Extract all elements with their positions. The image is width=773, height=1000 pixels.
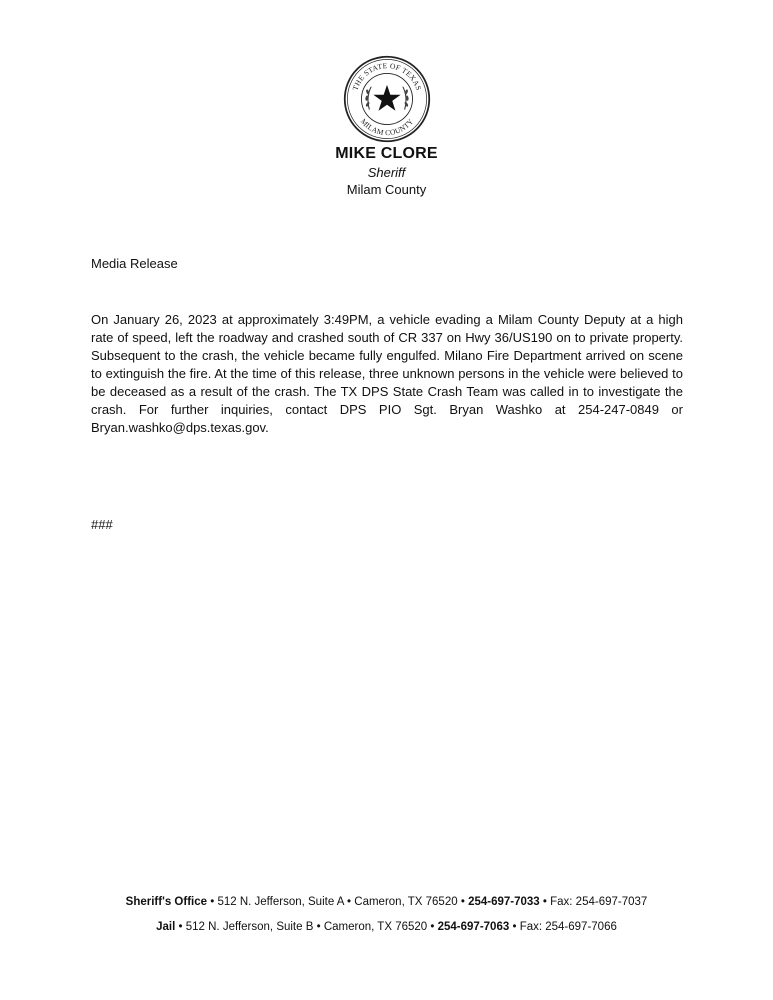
separator: • (178, 921, 183, 933)
svg-text:MILAM COUNTY (359, 117, 416, 137)
office-city: Cameron, TX 76520 (354, 896, 458, 908)
release-body: On January 26, 2023 at approximately 3:49PM, a vehicle evading a Milam County Deputy at a high rate of speed, left the roadway and crashed south of CR 337 on Hwy 36/US190 on to private property. Subsequent to the crash, the vehicle became fully engulfed. Milano Fire Department arrived on scene to extinguish the fire. At the time of this release, three unknown persons in the vehicle were believed to be deceased as a result of the crash. The TX DPS State Crash Team was called in to investigate the crash. For further inquiries, contact DPS PIO Sgt. Bryan Washko at 254-247-0849 or Bryan.washko@dps.texas.gov. (91, 312, 683, 435)
county-name: Milam County (346, 182, 427, 197)
footer-office-line (0, 896, 773, 908)
separator: • (460, 896, 465, 908)
office-address: 512 N. Jefferson, Suite A (217, 896, 344, 908)
separator: • (316, 921, 321, 933)
jail-city: Cameron, TX 76520 (323, 921, 428, 933)
separator: • (542, 896, 547, 908)
sheriff-title: Sheriff (367, 165, 406, 180)
jail-phone: 254-697-7063 (437, 921, 510, 933)
county-seal (343, 55, 431, 143)
sheriff-name: MIKE CLORE (335, 145, 438, 162)
end-mark: ### (91, 517, 113, 532)
star-icon (373, 85, 400, 111)
office-phone: 254-697-7033 (468, 896, 540, 908)
seal-bottom-text: MILAM COUNTY (358, 116, 416, 138)
office-name: Sheriff's Office (125, 896, 208, 908)
separator: • (512, 921, 517, 933)
separator: • (430, 921, 435, 933)
document-label: Media Release (91, 256, 178, 271)
seal-top-text: THE STATE OF TEXAS (350, 61, 424, 92)
jail-address: 512 N. Jefferson, Suite B (185, 921, 314, 933)
jail-fax: Fax: 254-697-7066 (519, 921, 617, 933)
jail-name: Jail (156, 921, 176, 933)
separator: • (210, 896, 215, 908)
office-fax: Fax: 254-697-7037 (550, 896, 648, 908)
separator: • (347, 896, 352, 908)
footer-jail-line (0, 921, 773, 933)
